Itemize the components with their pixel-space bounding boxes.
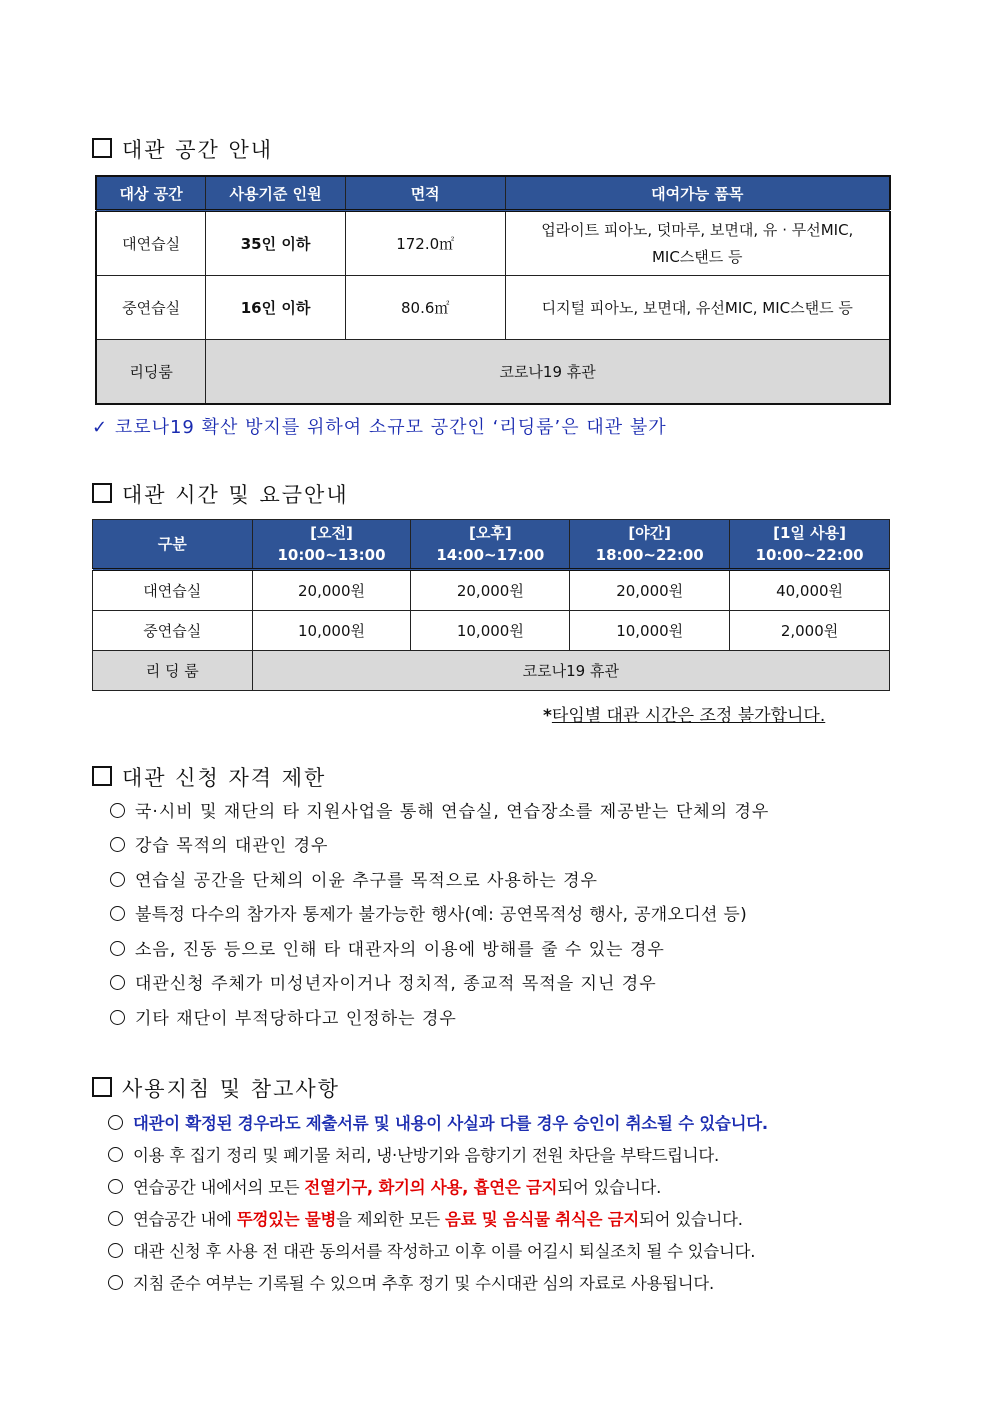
list-item bbox=[108, 1238, 755, 1262]
fee-cell: 10,000원 bbox=[570, 611, 730, 651]
table-row-reading-room bbox=[96, 340, 890, 405]
circle-bullet-icon bbox=[108, 1275, 123, 1290]
circle-bullet-icon bbox=[108, 1243, 123, 1258]
header-cell: 면적 bbox=[345, 176, 505, 211]
asterisk: * bbox=[543, 706, 552, 726]
fee-cell: 20,000원 bbox=[570, 570, 730, 611]
list-item-text: 국·시비 및 재단의 타 지원사업을 통해 연습실, 연습장소를 제공받는 단체의 경우 bbox=[135, 802, 770, 822]
rental-items-line: 업라이트 피아노, 덧마루, 보면대, 유 · 무선MIC, bbox=[541, 220, 854, 239]
list-item-text: 되어 있습니다. bbox=[638, 1210, 743, 1229]
list-item-text: 강습 목적의 대관인 경우 bbox=[135, 836, 329, 856]
section-title-space-info bbox=[92, 134, 273, 164]
rental-items bbox=[505, 211, 890, 276]
space-name: 대연습실 bbox=[96, 211, 206, 276]
circle-bullet-icon bbox=[110, 1010, 125, 1025]
closed-status: 코로나19 휴관 bbox=[252, 651, 889, 691]
circle-bullet-icon bbox=[110, 837, 125, 852]
circle-bullet-icon bbox=[110, 803, 125, 818]
space-table-header-row bbox=[96, 176, 890, 211]
section-title-text: 대관 공간 안내 bbox=[122, 138, 274, 162]
list-item bbox=[108, 1270, 714, 1294]
header-cell bbox=[730, 520, 890, 570]
list-item bbox=[110, 900, 747, 925]
header-cell: 대상 공간 bbox=[96, 176, 206, 211]
list-item-text: 기타 재단이 부적당하다고 인정하는 경우 bbox=[135, 1009, 457, 1029]
circle-bullet-icon bbox=[108, 1147, 123, 1162]
list-item bbox=[110, 935, 665, 960]
list-item bbox=[108, 1110, 768, 1134]
list-item bbox=[108, 1174, 661, 1198]
table-row bbox=[96, 276, 890, 340]
fee-cell: 10,000원 bbox=[252, 611, 411, 651]
fee-cell: 40,000원 bbox=[730, 570, 890, 611]
circle-bullet-icon bbox=[108, 1115, 123, 1130]
header-label: [오전] bbox=[310, 524, 353, 542]
circle-bullet-icon bbox=[110, 872, 125, 887]
closed-status: 코로나19 휴관 bbox=[206, 340, 890, 405]
header-cell bbox=[93, 520, 253, 570]
circle-bullet-icon bbox=[108, 1211, 123, 1226]
list-item bbox=[110, 1004, 457, 1029]
time-note-text: 타임별 대관 시간은 조정 불가합니다. bbox=[551, 706, 826, 726]
fee-table-header-row bbox=[93, 520, 890, 570]
list-item-text: 연습공간 내에 bbox=[133, 1210, 237, 1229]
header-time: 18:00~22:00 bbox=[595, 546, 704, 564]
fee-cell: 20,000원 bbox=[252, 570, 411, 611]
fee-table bbox=[92, 519, 890, 691]
section-title-text: 대관 시간 및 요금안내 bbox=[122, 483, 349, 507]
checkbox-square-icon bbox=[92, 766, 112, 786]
list-item-text: 연습공간 내에서의 모든 bbox=[133, 1178, 305, 1197]
capacity: 16인 이하 bbox=[206, 276, 346, 340]
space-name: 중연습실 bbox=[93, 611, 253, 651]
header-cell bbox=[411, 520, 570, 570]
list-item bbox=[108, 1206, 743, 1230]
section-title-fee-info bbox=[92, 479, 349, 509]
list-item-text: 되어 있습니다. bbox=[557, 1178, 662, 1197]
list-item-text: 불특정 다수의 참가자 통제가 불가능한 행사(예: 공연목적성 행사, 공개오디션 등) bbox=[135, 905, 748, 925]
area: 80.6㎡ bbox=[345, 276, 505, 340]
header-time: 14:00~17:00 bbox=[436, 546, 545, 564]
list-item bbox=[110, 797, 769, 822]
header-label: [오후] bbox=[468, 524, 512, 542]
highlight-text: 뚜껑있는 물병 bbox=[236, 1210, 337, 1229]
list-item-text: 대관이 확정된 경우라도 제출서류 및 내용이 사실과 다를 경우 승인이 취소될 수 있습니다. bbox=[133, 1114, 768, 1133]
space-name: 중연습실 bbox=[96, 276, 206, 340]
list-item-text: 이용 후 집기 정리 및 폐기물 처리, 냉·난방기와 음향기기 전원 차단을 부탁드립니다. bbox=[133, 1146, 720, 1165]
list-item-text: 지침 준수 여부는 기록될 수 있으며 추후 정기 및 수시대관 심의 자료로 사용됩니다. bbox=[133, 1274, 715, 1293]
space-table bbox=[95, 175, 891, 405]
list-item-text: 대관 신청 후 사용 전 대관 동의서를 작성하고 이후 이를 어길시 퇴실조치 될 수 있습니다. bbox=[133, 1242, 756, 1261]
table-row-reading-room bbox=[93, 651, 890, 691]
circle-bullet-icon bbox=[110, 941, 125, 956]
header-cell: 사용기준 인원 bbox=[206, 176, 346, 211]
checkbox-square-icon bbox=[92, 1077, 112, 1097]
fee-cell: 20,000원 bbox=[411, 570, 570, 611]
header-label: 구분 bbox=[157, 535, 187, 553]
list-item bbox=[110, 969, 657, 994]
table-row bbox=[93, 570, 890, 611]
checkbox-square-icon bbox=[92, 138, 112, 158]
section-title-guidelines bbox=[92, 1073, 340, 1103]
header-time: 10:00~13:00 bbox=[277, 546, 386, 564]
section-title-text: 사용지침 및 참고사항 bbox=[122, 1077, 340, 1101]
header-cell: 대여가능 품목 bbox=[505, 176, 890, 211]
highlight-text: 음료 및 음식물 취식은 금지 bbox=[444, 1210, 639, 1229]
header-cell bbox=[252, 520, 411, 570]
list-item bbox=[110, 866, 598, 891]
list-item-text: 소음, 진동 등으로 인해 타 대관자의 이용에 방해를 줄 수 있는 경우 bbox=[135, 940, 665, 960]
section-title-restrictions bbox=[92, 762, 326, 792]
space-name: 리딩룸 bbox=[96, 340, 206, 405]
space-name: 대연습실 bbox=[93, 570, 253, 611]
list-item-text: 을 제외한 모든 bbox=[336, 1210, 445, 1229]
highlight-text: 전열기구, 화기의 사용, 흡연은 금지 bbox=[304, 1178, 558, 1197]
header-cell bbox=[570, 520, 730, 570]
space-name: 리 딩 룸 bbox=[93, 651, 253, 691]
section-title-text: 대관 신청 자격 제한 bbox=[122, 766, 327, 790]
checkbox-square-icon bbox=[92, 483, 112, 503]
list-item-text: 연습실 공간을 단체의 이윤 추구를 목적으로 사용하는 경우 bbox=[135, 871, 598, 891]
circle-bullet-icon bbox=[110, 906, 125, 921]
covid-note: ✓ 코로나19 확산 방지를 위하여 소규모 공간인 ‘리딩룸’은 대관 불가 bbox=[92, 417, 667, 438]
table-row bbox=[96, 211, 890, 276]
header-label: [야간] bbox=[628, 524, 672, 542]
header-label: [1일 사용] bbox=[773, 524, 846, 542]
circle-bullet-icon bbox=[110, 975, 125, 990]
fee-cell: 10,000원 bbox=[411, 611, 570, 651]
list-item bbox=[108, 1142, 719, 1166]
header-time: 10:00~22:00 bbox=[755, 546, 864, 564]
table-row bbox=[93, 611, 890, 651]
circle-bullet-icon bbox=[108, 1179, 123, 1194]
time-adjust-note bbox=[543, 701, 825, 726]
rental-items: 디지털 피아노, 보면대, 유선MIC, MIC스탠드 등 bbox=[505, 276, 890, 340]
list-item-text: 대관신청 주체가 미성년자이거나 정치적, 종교적 목적을 지닌 경우 bbox=[135, 974, 657, 994]
list-item bbox=[110, 831, 328, 856]
area: 172.0㎡ bbox=[345, 211, 505, 276]
fee-cell: 2,000원 bbox=[730, 611, 890, 651]
capacity: 35인 이하 bbox=[206, 211, 346, 276]
rental-items-line: MIC스탠드 등 bbox=[651, 247, 743, 266]
